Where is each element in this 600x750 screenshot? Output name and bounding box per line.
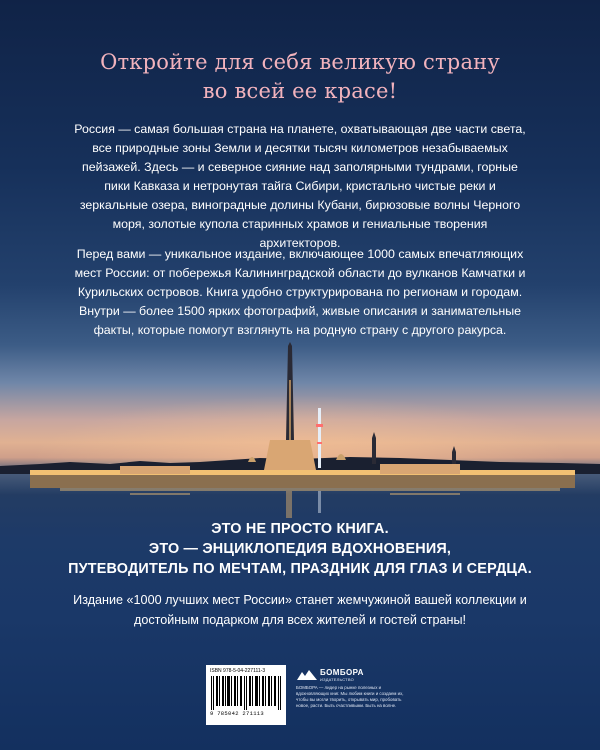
barcode-box <box>206 665 286 725</box>
cathedral-body <box>264 440 316 470</box>
barcode-digits: 9 785042 271113 <box>210 710 265 717</box>
tagline-line-3: ПУТЕВОДИТЕЛЬ ПО МЕЧТАМ, ПРАЗДНИК ДЛЯ ГЛАЗ И СЕРДЦА. <box>68 561 532 577</box>
cover-headline <box>0 48 600 106</box>
publisher-subtitle: ИЗДАТЕЛЬСТВО <box>320 677 354 682</box>
spire-glow <box>289 380 291 440</box>
description-paragraph-1: Россия — самая большая страна на планете, охватывающая две части света, все природные зоны Земли и десятки тысяч километров незабываемых пейзажей. Здесь — и северное сияние над заполярными тундрами, горные пики Кавказа и нетронутая тайга Сибири, кристально чистые реки и зеркальные озера, виноградные долины Кубани, бирюзовые волны Черного моря, золотые купола старинных храмов и гениальные творения архитекторов. <box>74 122 526 250</box>
small-spire-right <box>372 432 376 464</box>
city-skyline-photo <box>0 340 600 520</box>
tv-tower <box>318 408 321 468</box>
water-reflections <box>60 488 560 518</box>
dome-right <box>336 454 346 460</box>
publisher-description: БОМБОРА — лидер на рынке полезных и вдохновляющих книг. Мы любим книги и создаем их, чтобы вы могли творить, открывать мир, пробовать новое, расти. Быть счастливыми. Быть на волне. <box>296 685 404 708</box>
dome-left <box>248 457 256 462</box>
tagline-line-1: ЭТО НЕ ПРОСТО КНИГА. <box>211 521 389 537</box>
bombora-logo-icon <box>296 669 318 681</box>
publisher-name: БОМБОРА <box>320 668 364 677</box>
isbn-label: ISBN 978-5-04-227111-3 <box>210 668 266 674</box>
description-paragraph-2: Перед вами — уникальное издание, включающее 1000 самых впечатляющих мест России: от побережья Калининградской области до вулканов Камчатки и Курильских островов. Книга удобно структурирована по регионам и городам. Внутри — более 1500 ярких фотографий, живые описания и занимательные факты, которые помогут взглянуть на родную страну с другого ракурса. <box>74 247 526 337</box>
headline-line-1: Откройте для себя великую страну <box>100 50 500 74</box>
fortress-wall-lights <box>30 470 575 475</box>
headline-line-2: во всей ее красе! <box>202 79 398 103</box>
closing-paragraph: Издание «1000 лучших мест России» станет жемчужиной вашей коллекции и достойным подарком для всех жителей и гостей страны! <box>73 593 527 627</box>
tagline-block <box>0 519 600 579</box>
barcode-bars <box>210 676 282 710</box>
tagline-line-2: ЭТО — ЭНЦИКЛОПЕДИЯ ВДОХНОВЕНИЯ, <box>148 541 452 557</box>
